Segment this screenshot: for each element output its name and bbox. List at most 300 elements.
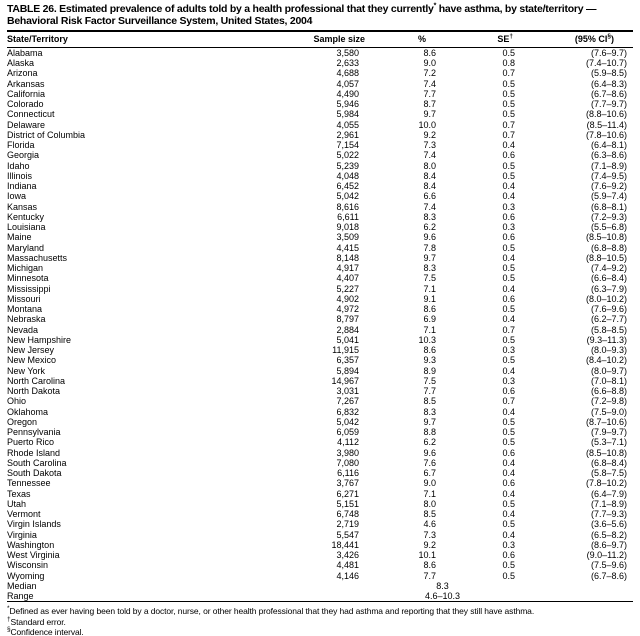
- table-row: [7, 130, 633, 140]
- cell-se: 0.8: [502, 58, 515, 69]
- cell-percent: 10.3: [418, 334, 436, 345]
- footnote-confidence-interval: [7, 627, 633, 636]
- cell-se: 0.4: [502, 283, 515, 294]
- table-row: [7, 489, 633, 499]
- cell-sample-size: 4,902: [336, 293, 359, 304]
- ci-section-marker: §: [607, 32, 611, 40]
- cell-sample-size: 14,967: [331, 375, 359, 386]
- table-row: [7, 212, 633, 222]
- cell-percent: 7.4: [423, 150, 436, 161]
- table-row: [7, 396, 633, 406]
- cell-sample-size: 4,917: [336, 263, 359, 274]
- cell-percent: 8.7: [423, 99, 436, 110]
- table-row: [7, 335, 633, 345]
- cell-state-territory: New Mexico: [7, 355, 57, 366]
- footnote-standard-error-text: Standard error.: [10, 616, 66, 627]
- cell-state-territory: Texas: [7, 488, 31, 499]
- table-row: [7, 150, 633, 160]
- cell-percent: 7.1: [423, 488, 436, 499]
- cell-se: 0.4: [502, 468, 515, 479]
- table-row: [7, 140, 633, 150]
- cell-state-territory: Wyoming: [7, 570, 45, 581]
- table-row: [7, 99, 633, 109]
- cell-percent: 7.3: [423, 140, 436, 151]
- cell-ci: (7.4–10.7): [585, 58, 627, 69]
- cell-se: 0.3: [502, 345, 515, 356]
- cell-percent: 7.4: [423, 201, 436, 212]
- cell-percent: 10.0: [418, 119, 436, 130]
- cell-percent: 7.3: [423, 529, 436, 540]
- cell-se: 0.6: [502, 211, 515, 222]
- cell-state-territory: Wisconsin: [7, 560, 49, 571]
- cell-sample-size: 6,271: [336, 488, 359, 499]
- cell-state-territory: Ohio: [7, 396, 27, 407]
- cell-state-territory: Vermont: [7, 509, 41, 520]
- cell-state-territory: Alaska: [7, 58, 35, 69]
- cell-state-territory: Florida: [7, 140, 35, 151]
- cell-se: 0.3: [502, 201, 515, 212]
- cell-sample-size: 7,267: [336, 396, 359, 407]
- cell-percent: 6.7: [423, 468, 436, 479]
- cell-state-territory: Georgia: [7, 150, 40, 161]
- median-value: 8.3: [436, 580, 449, 591]
- cell-percent: 6.6: [423, 191, 436, 202]
- table-row: [7, 232, 633, 242]
- cell-ci: (6.7–8.6): [590, 88, 627, 99]
- cell-percent: 7.6: [423, 457, 436, 468]
- cell-sample-size: 4,146: [336, 570, 359, 581]
- cell-state-territory: Maine: [7, 232, 32, 243]
- cell-sample-size: 4,048: [336, 170, 359, 181]
- cell-percent: 8.8: [423, 427, 436, 438]
- cell-percent: 8.5: [423, 396, 436, 407]
- cell-se: 0.7: [502, 324, 515, 335]
- cell-se: 0.5: [502, 560, 515, 571]
- asterisk-marker: *: [7, 605, 10, 613]
- cell-ci: (7.7–9.7): [590, 99, 627, 110]
- table-row: [7, 355, 633, 365]
- cell-sample-size: 4,057: [336, 78, 359, 89]
- cell-ci: (6.3–7.9): [590, 283, 627, 294]
- cell-sample-size: 11,915: [332, 345, 359, 356]
- cell-state-territory: New Jersey: [7, 345, 55, 356]
- cell-percent: 8.6: [423, 304, 436, 315]
- cell-percent: 6.9: [423, 314, 436, 325]
- cell-sample-size: 4,407: [336, 273, 359, 284]
- table-row: [7, 458, 633, 468]
- cell-se: 0.5: [502, 304, 515, 315]
- cell-sample-size: 3,980: [336, 447, 359, 458]
- cell-percent: 4.6: [423, 519, 436, 530]
- cell-ci: (8.5–10.8): [585, 232, 627, 243]
- table-row: [7, 253, 633, 263]
- table-row: [7, 325, 633, 335]
- cell-percent: 6.2: [423, 222, 436, 233]
- cell-state-territory: Puerto Rico: [7, 437, 55, 448]
- cell-sample-size: 6,116: [337, 468, 359, 479]
- cell-sample-size: 2,719: [336, 519, 359, 530]
- cell-sample-size: 3,509: [336, 232, 359, 243]
- cell-percent: 7.8: [423, 242, 436, 253]
- cell-se: 0.5: [502, 88, 515, 99]
- cell-percent: 8.6: [423, 47, 436, 58]
- cell-ci: (8.8–10.6): [585, 109, 627, 120]
- cell-state-territory: Oklahoma: [7, 406, 49, 417]
- cell-percent: 9.2: [423, 539, 436, 550]
- cell-sample-size: 4,481: [336, 560, 359, 571]
- cell-se: 0.6: [502, 447, 515, 458]
- cell-percent: 8.0: [423, 498, 436, 509]
- cell-se: 0.3: [502, 222, 515, 233]
- table-row: [7, 304, 633, 314]
- cell-ci: (6.5–8.2): [590, 529, 627, 540]
- cell-state-territory: New York: [7, 365, 46, 376]
- cell-state-territory: California: [7, 88, 46, 99]
- cell-ci: (7.8–10.6): [585, 129, 627, 140]
- cell-se: 0.5: [502, 170, 515, 181]
- cell-percent: 7.7: [423, 386, 436, 397]
- cell-se: 0.5: [502, 263, 515, 274]
- cell-ci: (5.5–6.8): [590, 222, 627, 233]
- cell-ci: (8.5–11.4): [586, 119, 627, 130]
- cell-percent: 7.7: [423, 570, 436, 581]
- median-empty-sample: [303, 581, 365, 591]
- cell-se: 0.5: [502, 334, 515, 345]
- table-row: [7, 68, 633, 78]
- cell-ci: (6.8–8.8): [590, 242, 627, 253]
- cell-sample-size: 5,984: [336, 109, 359, 120]
- cell-se: 0.4: [502, 181, 515, 192]
- cell-percent: 8.9: [423, 365, 436, 376]
- cell-state-territory: Indiana: [7, 181, 37, 192]
- cell-percent: 9.0: [423, 58, 436, 69]
- cell-ci: (7.1–8.9): [590, 498, 627, 509]
- cell-ci: (5.3–7.1): [590, 437, 627, 448]
- table-row: [7, 120, 633, 130]
- table-row: [7, 171, 633, 181]
- cell-sample-size: 5,022: [336, 150, 359, 161]
- cell-se: 0.5: [502, 47, 515, 58]
- cell-sample-size: 3,031: [336, 386, 359, 397]
- table-row: [7, 284, 633, 294]
- cell-se: 0.4: [502, 252, 515, 263]
- cell-se: 0.5: [502, 99, 515, 110]
- cell-ci: (7.4–9.2): [590, 263, 627, 274]
- cell-sample-size: 7,080: [336, 457, 359, 468]
- cell-percent: 9.6: [423, 232, 436, 243]
- table-row: [7, 540, 633, 550]
- prevalence-table: [7, 30, 633, 603]
- footnote-confidence-interval-text: Confidence interval.: [10, 627, 84, 636]
- cell-state-territory: South Carolina: [7, 457, 67, 468]
- table-body: [7, 47, 633, 581]
- cell-se: 0.7: [502, 68, 515, 79]
- cell-se: 0.4: [502, 365, 515, 376]
- cell-ci: (8.7–10.6): [585, 416, 627, 427]
- cell-state-territory: Delaware: [7, 119, 46, 130]
- cell-percent: 8.3: [423, 406, 436, 417]
- column-header-state-territory: State/Territory: [7, 31, 303, 48]
- cell-sample-size: 2,961: [336, 129, 359, 140]
- cell-ci: (6.7–8.6): [590, 570, 627, 581]
- cell-ci: (7.1–8.9): [590, 160, 627, 171]
- cell-state-territory: Nevada: [7, 324, 39, 335]
- cell-ci: (8.8–10.5): [585, 252, 627, 263]
- cell-percent: 7.2: [423, 68, 436, 79]
- table-row: [7, 202, 633, 212]
- range-empty-sample: [303, 591, 365, 602]
- table-header-row: [7, 31, 633, 48]
- table-row: [7, 109, 633, 119]
- footnote-standard-error: [7, 617, 633, 627]
- cell-state-territory: North Dakota: [7, 386, 61, 397]
- cell-sample-size: 5,042: [336, 416, 359, 427]
- cell-state-territory: Montana: [7, 304, 43, 315]
- cell-state-territory: Oregon: [7, 416, 38, 427]
- table-row: [7, 222, 633, 232]
- cell-ci: (6.3–8.6): [590, 150, 627, 161]
- cell-sample-size: 3,767: [336, 478, 359, 489]
- cell-se: 0.5: [502, 437, 515, 448]
- cell-state-territory: South Dakota: [7, 468, 62, 479]
- table-row: [7, 427, 633, 437]
- cell-sample-size: 5,227: [336, 283, 359, 294]
- cell-se: 0.4: [502, 457, 515, 468]
- range-empty-ci: [520, 591, 633, 602]
- cell-se: 0.4: [502, 509, 515, 520]
- cell-state-territory: Mississippi: [7, 283, 51, 294]
- footnote-definition-text: Defined as ever having been told by a doctor, nurse, or other health professional that they had asthma and reporting that they still have asthma.: [9, 606, 535, 617]
- cell-ci: (7.2–9.3): [590, 211, 627, 222]
- cell-percent: 7.4: [423, 78, 436, 89]
- cell-se: 0.5: [502, 498, 515, 509]
- cell-state-territory: Missouri: [7, 293, 41, 304]
- cell-sample-size: 9,018: [336, 222, 359, 233]
- cell-se: 0.5: [502, 160, 515, 171]
- cell-state-territory: Arkansas: [7, 78, 45, 89]
- cell-state-territory: Utah: [7, 498, 27, 509]
- table-header: [7, 31, 633, 48]
- median-row: [7, 581, 633, 591]
- cell-se: 0.6: [502, 386, 515, 397]
- table-row: [7, 468, 633, 478]
- cell-sample-size: 5,894: [336, 365, 359, 376]
- cell-sample-size: 2,633: [336, 58, 359, 69]
- cell-ci: (7.8–10.2): [585, 478, 627, 489]
- cell-se: 0.7: [502, 129, 515, 140]
- table-title: [7, 3, 633, 28]
- cell-ci: (5.8–7.5): [590, 468, 627, 479]
- cell-percent: 9.2: [423, 129, 436, 140]
- cell-se: 0.7: [502, 396, 515, 407]
- table-row: [7, 530, 633, 540]
- cell-ci: (7.5–9.6): [590, 560, 627, 571]
- cell-state-territory: Minnesota: [7, 273, 49, 284]
- table-row: [7, 161, 633, 171]
- cell-se: 0.5: [502, 78, 515, 89]
- cell-se: 0.4: [502, 488, 515, 499]
- cell-percent: 7.5: [423, 375, 436, 386]
- cell-percent: 7.5: [423, 273, 436, 284]
- title-asterisk-marker: *: [433, 2, 437, 10]
- title-text-pre: TABLE 26. Estimated prevalence of adults told by a health professional that they currently: [7, 3, 434, 15]
- cell-se: 0.5: [502, 242, 515, 253]
- cell-sample-size: 6,611: [337, 211, 359, 222]
- cell-sample-size: 8,616: [336, 201, 359, 212]
- cell-state-territory: Washington: [7, 539, 55, 550]
- table-row: [7, 560, 633, 570]
- cell-percent: 9.7: [423, 416, 436, 427]
- cell-percent: 8.3: [423, 263, 436, 274]
- cell-state-territory: Kentucky: [7, 211, 45, 222]
- cell-state-territory: Pennsylvania: [7, 427, 61, 438]
- table-row: [7, 294, 633, 304]
- cell-se: 0.4: [502, 529, 515, 540]
- table-row: [7, 181, 633, 191]
- cell-sample-size: 4,972: [336, 304, 359, 315]
- cell-state-territory: Alabama: [7, 47, 43, 58]
- range-value: 4.6–10.3: [424, 591, 461, 602]
- cell-se: 0.3: [502, 375, 515, 386]
- se-label: SE: [497, 33, 510, 44]
- cell-se: 0.5: [502, 570, 515, 581]
- median-empty-ci: [520, 581, 633, 591]
- cell-se: 0.5: [502, 427, 515, 438]
- cell-se: 0.4: [502, 140, 515, 151]
- cell-percent: 8.6: [423, 345, 436, 356]
- cell-ci: (7.6–9.2): [590, 181, 627, 192]
- table-row: [7, 366, 633, 376]
- cell-percent: 9.1: [423, 293, 436, 304]
- table-row: [7, 407, 633, 417]
- cell-sample-size: 3,580: [336, 47, 359, 58]
- table-row: [7, 509, 633, 519]
- cell-percent: 8.6: [423, 560, 436, 571]
- footnote-definition: [7, 606, 633, 616]
- cell-percent: 6.2: [423, 437, 436, 448]
- cell-percent: 8.3: [423, 211, 436, 222]
- cell-se: 0.7: [502, 119, 515, 130]
- column-header-ci: [520, 31, 633, 48]
- cell-sample-size: 7,154: [336, 140, 359, 151]
- cell-state-territory: Virginia: [7, 529, 37, 540]
- cell-state-territory: Idaho: [7, 160, 30, 171]
- cell-se: 0.4: [502, 406, 515, 417]
- cell-sample-size: 5,042: [336, 191, 359, 202]
- cell-ci: (7.5–9.0): [590, 406, 627, 417]
- cell-state-territory: District of Columbia: [7, 129, 86, 140]
- table-row: [7, 571, 633, 581]
- cell-state-territory: Illinois: [7, 170, 33, 181]
- cell-ci: (5.9–8.5): [590, 68, 627, 79]
- cell-percent: 8.4: [423, 181, 436, 192]
- table-row: [7, 550, 633, 560]
- cell-ci: (6.6–8.4): [590, 273, 627, 284]
- cell-sample-size: 5,946: [336, 99, 359, 110]
- cell-se: 0.4: [502, 314, 515, 325]
- cell-percent: 9.3: [423, 355, 436, 366]
- cell-se: 0.3: [502, 539, 515, 550]
- cell-percent: 7.7: [423, 88, 436, 99]
- cell-sample-size: 2,884: [336, 324, 359, 335]
- cell-sample-size: 6,748: [336, 509, 359, 520]
- cell-state-territory: Kansas: [7, 201, 38, 212]
- cell-ci: (9.3–11.3): [586, 334, 627, 345]
- table-row: [7, 89, 633, 99]
- cell-ci: (3.6–5.6): [590, 519, 627, 530]
- table-row: [7, 437, 633, 447]
- cell-ci: (8.5–10.8): [585, 447, 627, 458]
- cell-ci: (7.6–9.6): [590, 304, 627, 315]
- cell-state-territory: Arizona: [7, 68, 38, 79]
- cell-state-territory: Rhode Island: [7, 447, 61, 458]
- cell-sample-size: 5,547: [336, 529, 359, 540]
- cell-ci: (7.9–9.7): [590, 427, 627, 438]
- se-dagger-marker: †: [509, 32, 513, 40]
- cell-se: 0.6: [502, 293, 515, 304]
- cell-se: 0.6: [502, 150, 515, 161]
- cell-sample-size: 5,041: [336, 334, 359, 345]
- cell-percent: 7.1: [423, 324, 436, 335]
- cell-ci: (8.4–10.2): [585, 355, 627, 366]
- cell-state-territory: Michigan: [7, 263, 44, 274]
- table-row: [7, 519, 633, 529]
- cell-state-territory: New Hampshire: [7, 334, 72, 345]
- cell-sample-size: 8,148: [336, 252, 359, 263]
- cell-ci: (6.4–7.9): [590, 488, 627, 499]
- cell-se: 0.5: [502, 273, 515, 284]
- cell-ci: (7.0–8.1): [590, 375, 627, 386]
- cell-sample-size: 4,112: [337, 437, 359, 448]
- cell-sample-size: 4,415: [336, 242, 359, 253]
- table-row: [7, 376, 633, 386]
- cell-percent: 9.6: [423, 447, 436, 458]
- cell-se: 0.5: [502, 109, 515, 120]
- cell-state-territory: Massachusetts: [7, 252, 68, 263]
- table-row: [7, 448, 633, 458]
- range-row: [7, 591, 633, 602]
- table-row: [7, 47, 633, 58]
- cell-percent: 9.0: [423, 478, 436, 489]
- table-row: [7, 79, 633, 89]
- cell-ci: (8.0–10.2): [585, 293, 627, 304]
- cell-state-territory: Tennessee: [7, 478, 51, 489]
- cell-se: 0.6: [502, 232, 515, 243]
- cell-se: 0.5: [502, 519, 515, 530]
- cell-sample-size: 4,055: [336, 119, 359, 130]
- footnotes: [7, 606, 633, 636]
- cell-sample-size: 4,490: [336, 88, 359, 99]
- cell-state-territory: Virgin Islands: [7, 519, 61, 530]
- cell-sample-size: 18,441: [331, 539, 359, 550]
- cell-ci: (6.2–7.7): [590, 314, 627, 325]
- cell-ci: (6.8–8.1): [590, 201, 627, 212]
- column-header-sample-size: Sample size: [303, 31, 365, 48]
- table-row: [7, 243, 633, 253]
- cell-se: 0.6: [502, 550, 515, 561]
- cell-percent: 9.7: [423, 109, 436, 120]
- cell-sample-size: 5,239: [336, 160, 359, 171]
- table-row: [7, 417, 633, 427]
- cell-state-territory: North Carolina: [7, 375, 66, 386]
- cell-se: 0.5: [502, 355, 515, 366]
- cell-state-territory: Maryland: [7, 242, 45, 253]
- table-row: [7, 314, 633, 324]
- cell-state-territory: West Virginia: [7, 550, 60, 561]
- table-row: [7, 478, 633, 488]
- cell-ci: (5.8–8.5): [590, 324, 627, 335]
- cell-ci: (6.8–8.4): [590, 457, 627, 468]
